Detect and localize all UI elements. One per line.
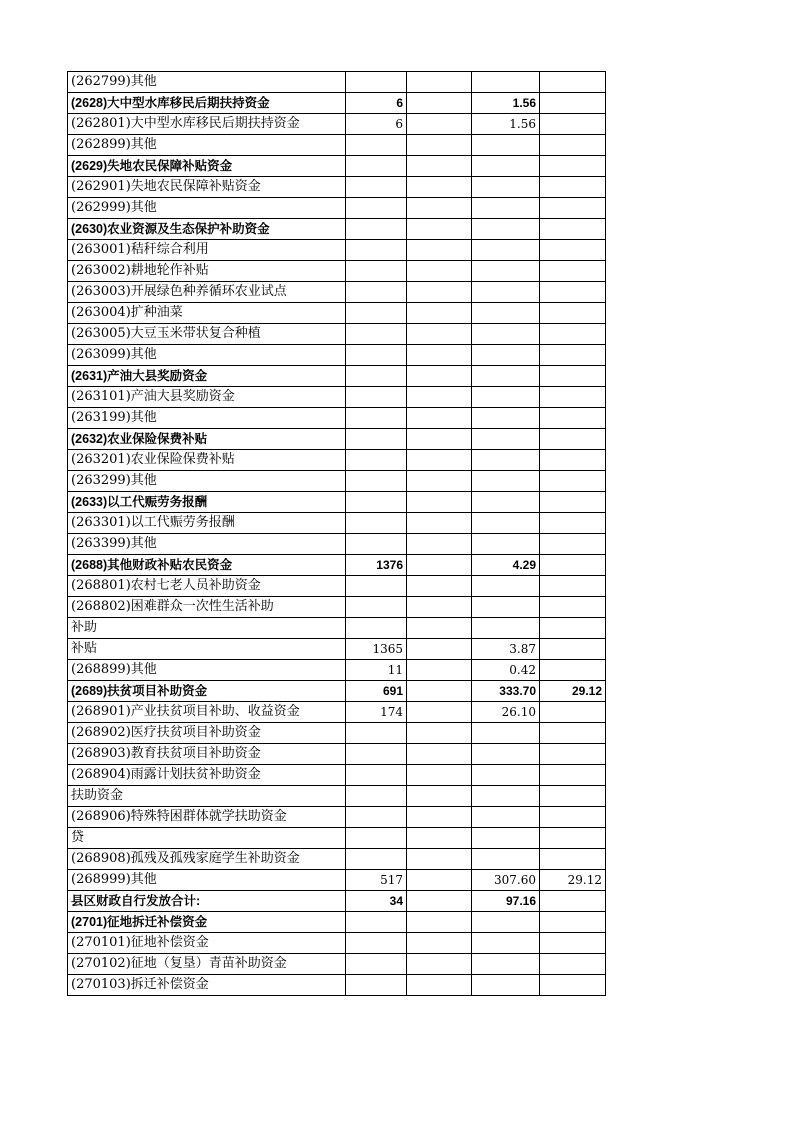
row-value-3 bbox=[472, 471, 540, 492]
row-value-3: 97.16 bbox=[472, 891, 540, 912]
row-label: (263301)以工代赈劳务报酬 bbox=[68, 513, 346, 534]
funds-table bbox=[67, 71, 606, 996]
row-value-1 bbox=[346, 387, 407, 408]
row-value-2 bbox=[407, 660, 472, 681]
row-value-1 bbox=[346, 135, 407, 156]
table-row-category bbox=[68, 492, 606, 513]
row-value-2 bbox=[407, 324, 472, 345]
row-value-2 bbox=[407, 156, 472, 177]
row-label: (262899)其他 bbox=[68, 135, 346, 156]
row-value-1 bbox=[346, 618, 407, 639]
row-value-4 bbox=[540, 135, 606, 156]
row-value-2 bbox=[407, 366, 472, 387]
row-value-3 bbox=[472, 828, 540, 849]
row-value-1 bbox=[346, 513, 407, 534]
table-row bbox=[68, 282, 606, 303]
table-row bbox=[68, 576, 606, 597]
table-row bbox=[68, 72, 606, 93]
row-value-1 bbox=[346, 303, 407, 324]
row-value-1 bbox=[346, 954, 407, 975]
row-label: 补贴 bbox=[68, 639, 346, 660]
row-label: (2628)大中型水库移民后期扶持资金 bbox=[68, 93, 346, 114]
row-value-3 bbox=[472, 954, 540, 975]
row-value-1 bbox=[346, 786, 407, 807]
row-value-3 bbox=[472, 156, 540, 177]
row-value-3 bbox=[472, 177, 540, 198]
row-value-4 bbox=[540, 933, 606, 954]
row-label: (268906)特殊特困群体就学扶助资金 bbox=[68, 807, 346, 828]
row-value-1: 1376 bbox=[346, 555, 407, 576]
row-value-3 bbox=[472, 135, 540, 156]
row-value-1: 517 bbox=[346, 870, 407, 891]
table-row-category bbox=[68, 93, 606, 114]
row-value-4 bbox=[540, 219, 606, 240]
row-value-4 bbox=[540, 618, 606, 639]
row-value-4 bbox=[540, 387, 606, 408]
row-value-2 bbox=[407, 681, 472, 702]
row-label: (2629)失地农民保障补贴资金 bbox=[68, 156, 346, 177]
table-row bbox=[68, 387, 606, 408]
row-value-4 bbox=[540, 156, 606, 177]
table-row-category bbox=[68, 156, 606, 177]
row-value-4 bbox=[540, 534, 606, 555]
table-row bbox=[68, 807, 606, 828]
table-row bbox=[68, 345, 606, 366]
row-value-1 bbox=[346, 282, 407, 303]
row-value-2 bbox=[407, 597, 472, 618]
table-row bbox=[68, 828, 606, 849]
row-label: 贷 bbox=[68, 828, 346, 849]
row-value-3 bbox=[472, 303, 540, 324]
table-row bbox=[68, 660, 606, 681]
row-label: (270101)征地补偿资金 bbox=[68, 933, 346, 954]
row-value-2 bbox=[407, 408, 472, 429]
row-value-4 bbox=[540, 891, 606, 912]
row-value-2 bbox=[407, 870, 472, 891]
row-value-4 bbox=[540, 576, 606, 597]
row-value-2 bbox=[407, 534, 472, 555]
row-value-3 bbox=[472, 723, 540, 744]
row-value-3: 333.70 bbox=[472, 681, 540, 702]
table-row bbox=[68, 177, 606, 198]
row-value-2 bbox=[407, 282, 472, 303]
row-value-3 bbox=[472, 849, 540, 870]
row-value-4 bbox=[540, 303, 606, 324]
table-row bbox=[68, 639, 606, 660]
row-value-2 bbox=[407, 219, 472, 240]
row-value-2 bbox=[407, 492, 472, 513]
row-value-2 bbox=[407, 450, 472, 471]
row-label: (268904)雨露计划扶贫补助资金 bbox=[68, 765, 346, 786]
row-value-4 bbox=[540, 660, 606, 681]
table-row bbox=[68, 849, 606, 870]
row-value-3 bbox=[472, 324, 540, 345]
row-value-4 bbox=[540, 786, 606, 807]
row-value-3 bbox=[472, 492, 540, 513]
row-label: (263299)其他 bbox=[68, 471, 346, 492]
table-row bbox=[68, 450, 606, 471]
table-row bbox=[68, 261, 606, 282]
row-value-2 bbox=[407, 429, 472, 450]
row-value-3 bbox=[472, 387, 540, 408]
row-value-3 bbox=[472, 450, 540, 471]
row-value-2 bbox=[407, 303, 472, 324]
row-label: (263201)农业保险保费补贴 bbox=[68, 450, 346, 471]
row-value-4 bbox=[540, 639, 606, 660]
row-value-1: 11 bbox=[346, 660, 407, 681]
row-value-1 bbox=[346, 807, 407, 828]
row-value-4 bbox=[540, 954, 606, 975]
row-value-3 bbox=[472, 597, 540, 618]
row-value-4: 29.12 bbox=[540, 681, 606, 702]
table-row bbox=[68, 471, 606, 492]
row-label: (263399)其他 bbox=[68, 534, 346, 555]
row-value-1 bbox=[346, 408, 407, 429]
row-value-2 bbox=[407, 618, 472, 639]
row-value-3 bbox=[472, 576, 540, 597]
row-value-2 bbox=[407, 807, 472, 828]
row-value-1 bbox=[346, 597, 407, 618]
row-value-2 bbox=[407, 849, 472, 870]
row-value-4 bbox=[540, 366, 606, 387]
row-value-4 bbox=[540, 555, 606, 576]
row-value-1 bbox=[346, 429, 407, 450]
row-value-4 bbox=[540, 597, 606, 618]
row-value-1: 34 bbox=[346, 891, 407, 912]
row-value-2 bbox=[407, 891, 472, 912]
row-value-2 bbox=[407, 786, 472, 807]
row-value-2 bbox=[407, 93, 472, 114]
row-value-3 bbox=[472, 765, 540, 786]
row-label: (268903)教育扶贫项目补助资金 bbox=[68, 744, 346, 765]
table-row-category bbox=[68, 555, 606, 576]
row-value-3 bbox=[472, 408, 540, 429]
row-value-3 bbox=[472, 513, 540, 534]
row-value-3 bbox=[472, 933, 540, 954]
row-value-1 bbox=[346, 765, 407, 786]
row-value-4 bbox=[540, 471, 606, 492]
row-value-1: 6 bbox=[346, 114, 407, 135]
row-value-3 bbox=[472, 534, 540, 555]
row-value-2 bbox=[407, 240, 472, 261]
row-value-3 bbox=[472, 240, 540, 261]
row-value-1 bbox=[346, 576, 407, 597]
table-row bbox=[68, 534, 606, 555]
row-value-4: 29.12 bbox=[540, 870, 606, 891]
row-value-1 bbox=[346, 177, 407, 198]
row-label: (263003)开展绿色种养循环农业试点 bbox=[68, 282, 346, 303]
row-label: (268899)其他 bbox=[68, 660, 346, 681]
row-label: (263005)大豆玉米带状复合种植 bbox=[68, 324, 346, 345]
row-value-1 bbox=[346, 72, 407, 93]
row-value-1 bbox=[346, 933, 407, 954]
row-label: (268902)医疗扶贫项目补助资金 bbox=[68, 723, 346, 744]
table-row bbox=[68, 870, 606, 891]
row-value-1 bbox=[346, 156, 407, 177]
row-value-4 bbox=[540, 324, 606, 345]
row-value-3: 307.60 bbox=[472, 870, 540, 891]
row-value-3 bbox=[472, 219, 540, 240]
row-value-3 bbox=[472, 261, 540, 282]
row-value-4 bbox=[540, 408, 606, 429]
row-value-3 bbox=[472, 345, 540, 366]
row-value-1 bbox=[346, 492, 407, 513]
row-value-2 bbox=[407, 555, 472, 576]
row-value-3: 1.56 bbox=[472, 93, 540, 114]
row-value-1 bbox=[346, 345, 407, 366]
row-value-4 bbox=[540, 912, 606, 933]
row-value-1 bbox=[346, 744, 407, 765]
table-row bbox=[68, 135, 606, 156]
row-value-3 bbox=[472, 975, 540, 996]
row-value-2 bbox=[407, 198, 472, 219]
row-label: (2631)产油大县奖励资金 bbox=[68, 366, 346, 387]
row-value-2 bbox=[407, 954, 472, 975]
row-value-1 bbox=[346, 324, 407, 345]
row-value-4 bbox=[540, 240, 606, 261]
table-row bbox=[68, 786, 606, 807]
table-row bbox=[68, 933, 606, 954]
row-value-2 bbox=[407, 933, 472, 954]
row-label: (268901)产业扶贫项目补助、收益资金 bbox=[68, 702, 346, 723]
table-row-category bbox=[68, 429, 606, 450]
row-value-1 bbox=[346, 534, 407, 555]
row-value-4 bbox=[540, 765, 606, 786]
row-value-2 bbox=[407, 828, 472, 849]
row-value-4 bbox=[540, 702, 606, 723]
row-value-1 bbox=[346, 261, 407, 282]
row-label: (262901)失地农民保障补贴资金 bbox=[68, 177, 346, 198]
row-value-4 bbox=[540, 198, 606, 219]
row-label: 扶助资金 bbox=[68, 786, 346, 807]
row-value-4 bbox=[540, 177, 606, 198]
row-value-1 bbox=[346, 366, 407, 387]
row-value-1 bbox=[346, 723, 407, 744]
row-value-4 bbox=[540, 849, 606, 870]
table-row bbox=[68, 114, 606, 135]
table-row bbox=[68, 408, 606, 429]
row-value-2 bbox=[407, 261, 472, 282]
row-label: (262801)大中型水库移民后期扶持资金 bbox=[68, 114, 346, 135]
row-value-3 bbox=[472, 429, 540, 450]
table-row-category bbox=[68, 681, 606, 702]
row-value-3 bbox=[472, 282, 540, 303]
row-value-3: 26.10 bbox=[472, 702, 540, 723]
row-value-2 bbox=[407, 114, 472, 135]
row-value-2 bbox=[407, 72, 472, 93]
row-value-1 bbox=[346, 240, 407, 261]
row-value-2 bbox=[407, 723, 472, 744]
row-value-3: 4.29 bbox=[472, 555, 540, 576]
table-row bbox=[68, 765, 606, 786]
table-row-category bbox=[68, 366, 606, 387]
table-row bbox=[68, 744, 606, 765]
row-value-3 bbox=[472, 198, 540, 219]
row-value-1 bbox=[346, 219, 407, 240]
row-label: (263004)扩种油菜 bbox=[68, 303, 346, 324]
row-label: (263099)其他 bbox=[68, 345, 346, 366]
row-value-2 bbox=[407, 702, 472, 723]
row-label: (263199)其他 bbox=[68, 408, 346, 429]
row-value-2 bbox=[407, 177, 472, 198]
table-row bbox=[68, 240, 606, 261]
row-value-3 bbox=[472, 618, 540, 639]
row-value-1 bbox=[346, 849, 407, 870]
row-value-1: 691 bbox=[346, 681, 407, 702]
row-value-4 bbox=[540, 744, 606, 765]
row-value-4 bbox=[540, 723, 606, 744]
row-value-1 bbox=[346, 450, 407, 471]
row-label: (268802)困难群众一次性生活补助 bbox=[68, 597, 346, 618]
table-row bbox=[68, 324, 606, 345]
row-label: (263002)耕地轮作补贴 bbox=[68, 261, 346, 282]
row-value-4 bbox=[540, 345, 606, 366]
table-row bbox=[68, 618, 606, 639]
table-row bbox=[68, 597, 606, 618]
row-label: (2630)农业资源及生态保护补助资金 bbox=[68, 219, 346, 240]
row-label: (262999)其他 bbox=[68, 198, 346, 219]
row-value-2 bbox=[407, 765, 472, 786]
row-value-1 bbox=[346, 198, 407, 219]
table-row bbox=[68, 513, 606, 534]
table-row bbox=[68, 954, 606, 975]
row-value-4 bbox=[540, 282, 606, 303]
row-value-3: 0.42 bbox=[472, 660, 540, 681]
row-value-4 bbox=[540, 828, 606, 849]
row-value-3 bbox=[472, 72, 540, 93]
row-value-3 bbox=[472, 912, 540, 933]
row-value-1 bbox=[346, 828, 407, 849]
row-value-1: 6 bbox=[346, 93, 407, 114]
row-label: (268999)其他 bbox=[68, 870, 346, 891]
row-value-3 bbox=[472, 807, 540, 828]
row-value-2 bbox=[407, 576, 472, 597]
row-value-4 bbox=[540, 975, 606, 996]
row-value-4 bbox=[540, 261, 606, 282]
row-value-2 bbox=[407, 513, 472, 534]
row-value-3: 1.56 bbox=[472, 114, 540, 135]
table-row bbox=[68, 723, 606, 744]
table-row bbox=[68, 198, 606, 219]
row-value-4 bbox=[540, 492, 606, 513]
row-value-4 bbox=[540, 93, 606, 114]
row-value-1: 174 bbox=[346, 702, 407, 723]
row-label: 补助 bbox=[68, 618, 346, 639]
row-label: (2689)扶贫项目补助资金 bbox=[68, 681, 346, 702]
table-row-category bbox=[68, 912, 606, 933]
row-label: (2632)农业保险保费补贴 bbox=[68, 429, 346, 450]
row-value-2 bbox=[407, 744, 472, 765]
row-value-2 bbox=[407, 912, 472, 933]
row-label: (270102)征地（复垦）青苗补助资金 bbox=[68, 954, 346, 975]
table-row bbox=[68, 975, 606, 996]
row-value-2 bbox=[407, 975, 472, 996]
funds-table-body bbox=[68, 72, 606, 996]
table-row-category bbox=[68, 891, 606, 912]
row-value-2 bbox=[407, 639, 472, 660]
row-label: (2688)其他财政补贴农民资金 bbox=[68, 555, 346, 576]
row-label: (270103)拆迁补偿资金 bbox=[68, 975, 346, 996]
row-value-3: 3.87 bbox=[472, 639, 540, 660]
row-value-3 bbox=[472, 744, 540, 765]
row-value-4 bbox=[540, 429, 606, 450]
row-label: (2633)以工代赈劳务报酬 bbox=[68, 492, 346, 513]
row-label: (263101)产油大县奖励资金 bbox=[68, 387, 346, 408]
row-label: (268908)孤残及孤残家庭学生补助资金 bbox=[68, 849, 346, 870]
row-value-3 bbox=[472, 786, 540, 807]
row-value-4 bbox=[540, 450, 606, 471]
row-value-2 bbox=[407, 345, 472, 366]
row-label: (268801)农村七老人员补助资金 bbox=[68, 576, 346, 597]
table-row bbox=[68, 702, 606, 723]
row-value-4 bbox=[540, 807, 606, 828]
row-value-2 bbox=[407, 387, 472, 408]
row-value-4 bbox=[540, 72, 606, 93]
row-label: (263001)秸秆综合利用 bbox=[68, 240, 346, 261]
row-value-4 bbox=[540, 513, 606, 534]
row-value-3 bbox=[472, 366, 540, 387]
row-value-1 bbox=[346, 912, 407, 933]
row-value-1: 1365 bbox=[346, 639, 407, 660]
row-value-2 bbox=[407, 135, 472, 156]
row-value-2 bbox=[407, 471, 472, 492]
row-value-1 bbox=[346, 471, 407, 492]
row-value-4 bbox=[540, 114, 606, 135]
row-label: 县区财政自行发放合计: bbox=[68, 891, 346, 912]
row-label: (2701)征地拆迁补偿资金 bbox=[68, 912, 346, 933]
table-row-category bbox=[68, 219, 606, 240]
table-row bbox=[68, 303, 606, 324]
row-label: (262799)其他 bbox=[68, 72, 346, 93]
row-value-1 bbox=[346, 975, 407, 996]
